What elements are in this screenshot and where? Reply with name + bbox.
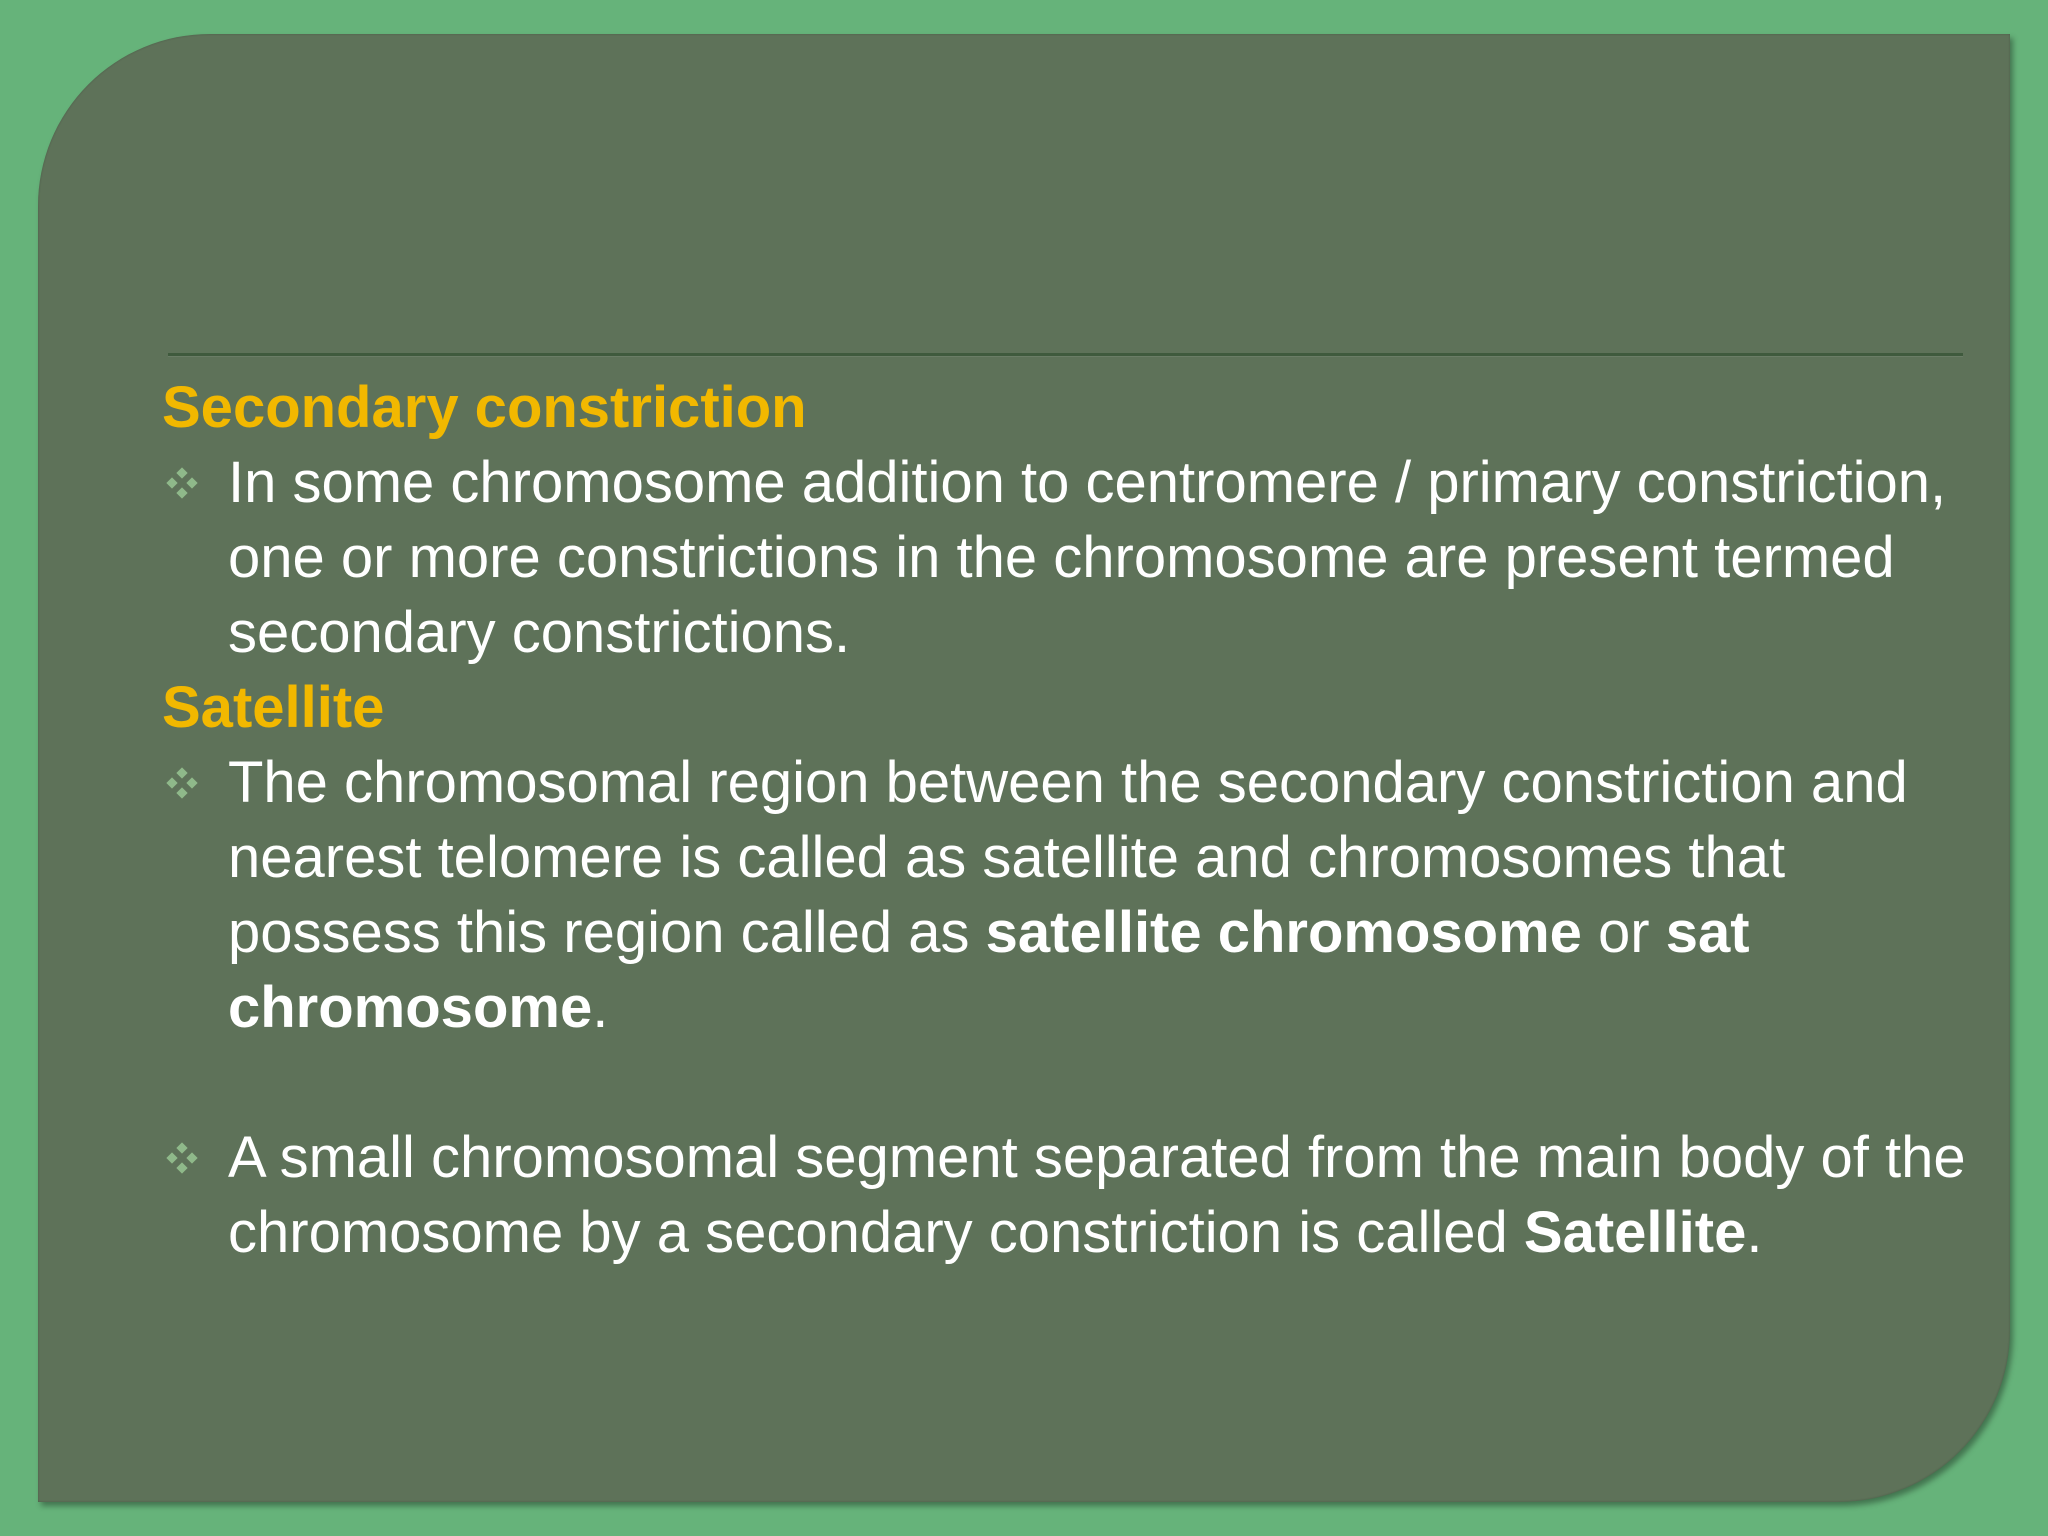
bullet-text: A small chromosomal segment separated from the main body of the chromosome by a secondary constriction is called	[228, 1125, 1966, 1265]
heading-satellite: Satellite	[162, 675, 385, 740]
slide-content	[162, 370, 1972, 1270]
bullet-text: In some chromosome addition to centromere / primary constriction, one or more constrictions in the chromosome are present termed secondary constrictions.	[228, 450, 1947, 665]
slide-panel	[38, 34, 2010, 1502]
bullet-text: or	[1581, 900, 1666, 965]
heading-secondary-constriction: Secondary constriction	[162, 375, 807, 440]
bullet-text: The chromosomal region between the secondary constriction and nearest telomere is called as satellite and chromosomes that possess this region called as	[228, 750, 1908, 965]
diamond-bullet-icon	[164, 445, 200, 520]
diamond-bullet-icon	[164, 745, 200, 820]
bullet-secondary-constriction	[162, 445, 1972, 670]
bold-term: satellite chromosome	[985, 900, 1582, 965]
bullet-satellite-definition	[162, 1120, 1972, 1270]
diamond-bullet-icon	[164, 1120, 200, 1195]
spacer	[162, 1045, 1972, 1120]
bold-term: Satellite	[1523, 1200, 1747, 1265]
title-divider	[168, 353, 1963, 356]
bullet-satellite-region	[162, 745, 1972, 1045]
bullet-text: .	[1746, 1200, 1763, 1265]
bullet-text: .	[592, 975, 609, 1040]
bold-term: sat chromosome	[228, 900, 1750, 1040]
